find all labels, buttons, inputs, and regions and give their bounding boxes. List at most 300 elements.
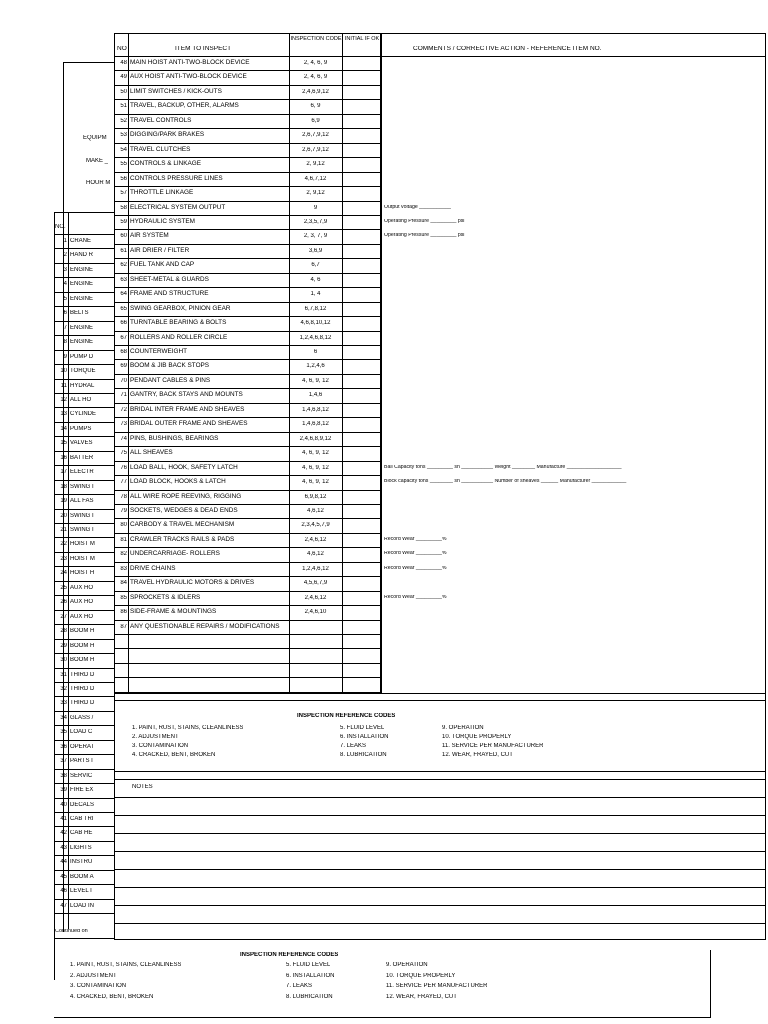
row-comment[interactable]: Operating Pressure _________ psi	[384, 233, 465, 239]
row-item: PENDANT CABLES & PINS	[130, 376, 211, 384]
row-code: 4,6,7,12	[304, 175, 327, 182]
initial-check-cell[interactable]	[343, 100, 380, 112]
row-item: AIR DRIER / FILTER	[130, 246, 190, 254]
row-no: 71	[120, 392, 127, 399]
reference-code-item: 2. ADJUSTMENT	[132, 734, 179, 740]
left-row-item: DECALS	[70, 801, 95, 808]
row-code: 4,5,6,7,9	[303, 580, 328, 587]
left-row-no: 39	[60, 787, 67, 794]
row-code: 2,4,6,10	[304, 609, 327, 616]
reference-code-item: 12. WEAR, FRAYED, CUT	[442, 752, 513, 758]
left-row-item: THIRD D	[70, 700, 95, 707]
row-no: 61	[120, 247, 127, 254]
header-comments: COMMENTS / CORRECTIVE ACTION - REFERENCE ITEM NO.	[413, 46, 602, 52]
row-code: 4, 6	[310, 276, 321, 283]
left-row-item: PUMP D	[70, 353, 94, 360]
initial-check-cell[interactable]	[343, 360, 380, 372]
initial-check-cell[interactable]	[343, 57, 380, 69]
left-row-no: 21	[60, 527, 67, 533]
row-code: 4, 6, 9, 12	[302, 464, 329, 471]
left-row-item: BATTER	[70, 454, 94, 461]
reference-code-item: 11. SERVICE PER MANUFACTURER	[442, 743, 544, 749]
row-code: 1,2,4,6,12	[302, 565, 329, 572]
row-item: BRIDAL OUTER FRAME AND SHEAVES	[130, 420, 248, 428]
row-item: MAIN HOIST ANTI-TWO-BLOCK DEVICE	[130, 59, 250, 66]
row-no: 77	[120, 479, 127, 486]
left-row-item: HOIST M	[70, 555, 95, 562]
reference-code-item: 10. TORQUE PROPERLY	[442, 734, 512, 740]
left-row-no: 2	[63, 252, 67, 259]
left-row-item: BOOM A	[70, 873, 94, 880]
left-row-no: 38	[60, 772, 67, 779]
left-row-no: 31	[60, 671, 67, 678]
initial-check-cell[interactable]	[343, 534, 380, 546]
left-row-item: THIRD D	[70, 671, 95, 678]
reference-code-item: 9. OPERATION	[386, 962, 428, 968]
left-row-item: TORQUE	[70, 368, 96, 375]
row-code: 6,9,8,12	[304, 493, 327, 500]
row-item: TRAVEL CLUTCHES	[130, 145, 191, 153]
row-item: DRIVE CHAINS	[130, 564, 176, 572]
left-row-no: 19	[60, 498, 67, 505]
row-comment[interactable]: Operating Pressure _________ psi	[384, 218, 465, 224]
left-row-no: 46	[60, 888, 67, 895]
header-code: INSPECTION CODE	[290, 36, 342, 42]
left-row-item: HOIST H	[70, 570, 95, 577]
left-row-item: GLASS /	[70, 714, 94, 721]
left-row-no: 18	[60, 483, 67, 490]
left-row-no: 43	[60, 844, 67, 851]
row-no: 67	[120, 334, 127, 341]
row-no: 80	[120, 522, 127, 529]
row-no: 59	[120, 218, 127, 225]
initial-check-cell[interactable]	[343, 346, 380, 358]
initial-check-cell[interactable]	[343, 187, 380, 199]
left-row-no: 4	[63, 281, 67, 288]
row-no: 84	[120, 580, 127, 587]
row-item: BRIDAL INTER FRAME AND SHEAVES	[130, 405, 245, 413]
row-code: 1, 4	[310, 291, 321, 298]
initial-check-cell[interactable]	[343, 230, 380, 242]
row-no: 53	[120, 132, 127, 139]
row-comment[interactable]: Output voltage ___________	[384, 204, 451, 210]
row-code: 2,4,6,12	[304, 536, 327, 543]
initial-check-cell[interactable]	[343, 71, 380, 83]
left-row-no: 30	[60, 657, 67, 664]
row-no: 83	[120, 565, 127, 572]
row-item: LOAD BALL, HOOK, SAFETY LATCH	[130, 463, 238, 471]
reference-code-item: 2. ADJUSTMENT	[70, 972, 117, 979]
reference-code-item: 3. CONTAMINATION	[70, 983, 127, 989]
reference-code-item: 12. WEAR, FRAYED, CUT	[386, 993, 457, 1000]
left-row-item: OPERAT	[70, 743, 95, 750]
row-no: 75	[120, 450, 127, 457]
row-no: 78	[120, 493, 127, 500]
initial-check-cell[interactable]	[343, 216, 380, 228]
initial-check-cell[interactable]	[343, 505, 380, 517]
left-row-no: 11	[60, 382, 67, 389]
row-code: 2, 9,12	[306, 190, 325, 197]
row-code: 3,6,9	[308, 247, 323, 254]
initial-check-cell[interactable]	[343, 158, 380, 170]
row-no: 52	[120, 117, 127, 124]
left-row-no: 37	[60, 758, 67, 765]
left-row-item: ALL HO	[70, 396, 92, 403]
row-item: ALL SHEAVES	[130, 449, 173, 457]
row-item: LIMIT SWITCHES / KICK-OUTS	[130, 87, 222, 95]
row-item: SOCKETS, WEDGES & DEAD ENDS	[130, 506, 238, 514]
bottom-codes-title: INSPECTION REFERENCE CODES	[240, 952, 339, 958]
left-row-no: 16	[60, 454, 67, 461]
notes-label: NOTES	[132, 784, 153, 790]
left-row-no: 8	[63, 339, 67, 346]
reference-code-item: 10. TORQUE PROPERLY	[386, 972, 456, 979]
row-item: SHEET-METAL & GUARDS	[130, 275, 209, 283]
left-row-no: 6	[63, 310, 67, 317]
row-code: 2,3,4,5,7,9	[301, 522, 330, 529]
initial-check-cell[interactable]	[343, 86, 380, 98]
reference-code-item: 5. FLUID LEVEL	[340, 725, 385, 731]
row-no: 68	[120, 349, 127, 355]
codes-title: INSPECTION REFERENCE CODES	[297, 713, 396, 719]
row-item: SWING GEARBOX, PINION GEAR	[130, 304, 231, 312]
initial-check-cell[interactable]	[343, 288, 380, 300]
left-row-item: CAB HE	[70, 830, 93, 837]
row-item: AUX HOIST ANTI-TWO-BLOCK DEVICE	[130, 73, 247, 81]
left-row-no: 42	[60, 830, 67, 837]
reference-code-item: 6. INSTALLATION	[286, 972, 335, 979]
left-row-item: HAND R	[70, 252, 94, 259]
left-row-item: ENGINE	[70, 295, 94, 302]
header-initial: INITIAL IF OK	[344, 36, 380, 42]
left-row-item: ENGINE	[70, 281, 94, 288]
row-code: 6	[313, 349, 318, 355]
row-item: DIGGING/PARK BRAKES	[130, 131, 205, 139]
initial-check-cell[interactable]	[343, 129, 380, 141]
left-row-item: BELTS	[70, 310, 89, 317]
left-row-item: AUX HO	[70, 599, 94, 606]
initial-check-cell[interactable]	[343, 447, 380, 459]
left-row-no: 12	[60, 396, 67, 403]
row-code: 2,4,6,12	[304, 594, 327, 601]
row-item: SIDE-FRAME & MOUNTINGS	[130, 608, 217, 616]
left-row-no: 27	[60, 613, 67, 620]
hour-meter-label: HOUR M	[86, 180, 111, 186]
left-row-item: FIRE EX	[70, 787, 94, 794]
left-row-no: 9	[63, 353, 67, 360]
row-item: TRAVEL CONTROLS	[130, 116, 192, 124]
row-no: 50	[120, 88, 127, 95]
left-row-no: 34	[60, 714, 67, 721]
row-code: 1,4,6,8,12	[302, 421, 329, 428]
initial-check-cell[interactable]	[343, 462, 380, 474]
reference-code-item: 1. PAINT, RUST, STAINS, CLEANLINESS	[132, 725, 244, 731]
row-item: ANY QUESTIONABLE REPAIRS / MODIFICATIONS	[130, 622, 280, 630]
left-row-no: 24	[60, 570, 67, 577]
left-row-item: INSTRU	[70, 859, 93, 866]
row-item: CARBODY & TRAVEL MECHANISM	[130, 521, 235, 529]
initial-check-cell[interactable]	[343, 418, 380, 430]
left-row-item: PUMPS	[70, 425, 92, 432]
left-row-item: AUX HO	[70, 613, 94, 620]
left-row-item: ELECTR	[70, 469, 94, 476]
left-row-no: 10	[60, 368, 67, 375]
initial-check-cell[interactable]	[343, 202, 380, 214]
left-row-no: 23	[60, 555, 67, 562]
row-code: 6, 9	[310, 103, 321, 110]
reference-code-item: 4. CRACKED, BENT, BROKEN	[70, 993, 154, 1000]
row-item: COUNTERWEIGHT	[130, 348, 188, 355]
row-comment[interactable]: Record Wear _________%	[384, 594, 447, 600]
row-no: 64	[120, 291, 127, 298]
left-row-item: SWING I	[70, 527, 94, 533]
initial-check-cell[interactable]	[343, 563, 380, 575]
reference-code-item: 6. INSTALLATION	[340, 734, 389, 740]
left-row-no: 44	[60, 859, 67, 866]
initial-check-cell[interactable]	[343, 274, 380, 286]
initial-check-cell[interactable]	[343, 317, 380, 329]
left-row-item: HOIST M	[70, 541, 95, 548]
row-no: 72	[120, 406, 127, 413]
row-item: CRAWLER TRACKS RAILS & PADS	[130, 535, 235, 543]
row-no: 81	[120, 536, 127, 543]
equipment-label: EQUIPM	[83, 135, 107, 141]
left-row-item: SWING I	[70, 512, 94, 519]
row-comment[interactable]: Ball Capacity tons _________ sn ___________ Weight ________ Manufacture ___________________	[384, 464, 622, 470]
row-code: 6,7,8,12	[304, 305, 327, 312]
left-row-item: SERVIC	[70, 772, 93, 779]
row-item: CONTROLS PRESSURE LINES	[130, 174, 223, 182]
header-divider	[114, 56, 766, 57]
row-item: PINS, BUSHINGS, BEARINGS	[130, 434, 219, 442]
row-no: 66	[120, 320, 127, 327]
reference-code-item: 1. PAINT, RUST, STAINS, CLEANLINESS	[70, 962, 182, 968]
continued-label: Continued on	[55, 929, 88, 934]
notes-box	[114, 779, 766, 940]
row-no: 62	[120, 262, 127, 269]
row-code: 2,4,6,9,12	[302, 88, 329, 95]
initial-check-cell[interactable]	[343, 519, 380, 531]
left-row-no: 40	[60, 801, 67, 808]
row-code: 4,6,12	[307, 507, 324, 514]
row-item: GANTRY, BACK STAYS AND MOUNTS	[130, 391, 243, 399]
left-no-header: NO.	[55, 224, 66, 230]
row-no: 51	[120, 103, 127, 110]
row-code: 2,6,7,9,12	[302, 146, 329, 153]
initial-check-cell[interactable]	[343, 404, 380, 416]
left-row-no: 32	[60, 685, 67, 692]
left-row-no: 45	[60, 873, 67, 880]
row-no: 87	[120, 623, 127, 630]
row-code: 6,7	[311, 262, 320, 269]
left-row-item: LOAD C	[70, 729, 93, 736]
reference-code-item: 7. LEAKS	[340, 743, 367, 749]
left-row-no: 28	[60, 628, 67, 635]
row-code: 1,2,4,6,8,12	[299, 334, 332, 341]
left-row-no: 22	[60, 541, 67, 548]
left-row-no: 36	[60, 743, 67, 750]
initial-check-cell[interactable]	[343, 389, 380, 401]
initial-check-cell[interactable]	[343, 577, 380, 589]
row-item: FUEL TANK AND CAP	[130, 261, 195, 269]
reference-code-item: 11. SERVICE PER MANUFACTURER	[386, 983, 488, 989]
row-no: 76	[120, 464, 127, 471]
row-item: ROLLERS AND ROLLER CIRCLE	[130, 333, 228, 341]
row-code: 9	[313, 204, 318, 211]
row-item: ELECTRICAL SYSTEM OUTPUT	[130, 203, 226, 211]
reference-code-item: 8. LUBRICATION	[286, 993, 333, 1000]
left-row-no: 13	[60, 411, 67, 418]
reference-code-item: 9. OPERATION	[442, 725, 484, 731]
row-code: 2, 4, 6, 9	[303, 60, 328, 66]
initial-check-cell[interactable]	[343, 245, 380, 257]
left-row-item: LIGHTS	[70, 844, 92, 851]
reference-code-item: 5. FLUID LEVEL	[286, 962, 331, 968]
row-code: 1,2,4,6	[306, 363, 325, 370]
left-row-no: 41	[60, 816, 67, 822]
left-row-no: 33	[60, 700, 67, 707]
initial-check-cell[interactable]	[343, 303, 380, 315]
row-no: 60	[120, 233, 127, 240]
row-item: FRAME AND STRUCTURE	[130, 290, 209, 298]
left-row-no: 29	[60, 642, 67, 649]
left-row-item: CYLINDE	[70, 411, 97, 418]
reference-code-item: 3. CONTAMINATION	[132, 743, 189, 749]
row-no: 73	[120, 421, 127, 428]
row-code: 2, 3, 7, 9	[303, 233, 328, 240]
left-row-no: 14	[60, 425, 67, 432]
row-code: 2, 9,12	[306, 161, 325, 168]
row-item: TRAVEL HYDRAULIC MOTORS & DRIVES	[130, 579, 255, 587]
left-row-item: BOOM H	[70, 628, 95, 635]
left-row-no: 17	[60, 469, 67, 476]
left-row-no: 35	[60, 729, 67, 736]
left-row-item: ENGINE	[70, 339, 94, 346]
initial-check-cell[interactable]	[343, 592, 380, 604]
initial-check-cell[interactable]	[343, 115, 380, 127]
row-code: 2,6,7,9,12	[302, 132, 329, 139]
row-item: LOAD BLOCK, HOOKS & LATCH	[130, 478, 226, 486]
left-row-no: 15	[60, 440, 67, 447]
row-code: 4,6,12	[307, 551, 324, 558]
row-comment[interactable]: Record Wear _________%	[384, 536, 447, 542]
left-row-no: 26	[60, 599, 67, 606]
row-code: 4,6,8,10,12	[300, 320, 331, 327]
initial-check-cell[interactable]	[343, 433, 380, 445]
row-no: 57	[120, 190, 127, 197]
row-code: 2,3,5,7,9	[303, 218, 328, 225]
left-row-item: PARTS I	[70, 758, 93, 765]
row-no: 86	[120, 609, 127, 616]
initial-check-cell[interactable]	[343, 476, 380, 488]
row-no: 70	[120, 377, 127, 384]
left-row-no: 5	[63, 295, 67, 302]
left-row-no: 1	[63, 238, 67, 244]
header-item: ITEM TO INSPECT	[175, 46, 232, 52]
reference-code-item: 7. LEAKS	[286, 983, 313, 989]
row-no: 63	[120, 276, 127, 283]
row-code: 6,9	[311, 117, 320, 124]
initial-check-cell[interactable]	[343, 621, 380, 633]
row-no: 69	[120, 363, 127, 370]
left-row-item: THIRD D	[70, 685, 95, 692]
row-item: THROTTLE LINKAGE	[130, 189, 194, 197]
row-no: 58	[120, 204, 127, 211]
left-row-item: HYDRAL	[70, 382, 95, 389]
row-no: 65	[120, 305, 127, 312]
initial-check-cell[interactable]	[343, 375, 380, 387]
row-item: TRAVEL, BACKUP, OTHER, ALARMS	[130, 102, 239, 110]
initial-check-cell[interactable]	[343, 332, 380, 344]
left-row-no: 3	[63, 266, 67, 273]
row-no: 74	[120, 435, 127, 442]
left-row-item: CRANE	[70, 238, 92, 244]
left-row-item: VALVES	[70, 440, 93, 447]
row-code: 4, 6, 9, 12	[302, 377, 329, 384]
initial-check-cell[interactable]	[343, 548, 380, 560]
initial-check-cell[interactable]	[343, 491, 380, 503]
row-item: CONTROLS & LINKAGE	[130, 160, 202, 168]
reference-code-item: 4. CRACKED, BENT, BROKEN	[132, 752, 216, 758]
initial-check-cell[interactable]	[343, 606, 380, 618]
left-row-item: ALL FAS	[70, 498, 94, 505]
left-row-item: BOOM H	[70, 642, 95, 649]
row-no: 49	[120, 74, 127, 81]
left-row-item: LEVEL I	[70, 888, 92, 895]
row-item: BOOM & JIB BACK STOPS	[130, 362, 210, 370]
row-no: 79	[120, 507, 127, 514]
row-no: 54	[120, 146, 127, 153]
row-code: 1,4,6,8,12	[302, 406, 329, 413]
row-comment[interactable]: Record Wear _________%	[384, 565, 447, 571]
left-row-item: LOAD IN	[70, 902, 95, 909]
left-row-item: AUX HO	[70, 584, 94, 591]
row-code: 2, 4, 6, 9	[303, 74, 328, 81]
row-item: AIR SYSTEM	[130, 232, 169, 240]
initial-check-cell[interactable]	[343, 173, 380, 185]
row-no: 82	[120, 551, 127, 558]
row-code: 2,4,6,8,9,12	[299, 435, 332, 442]
row-no: 55	[120, 161, 127, 168]
header-no: NO	[117, 46, 127, 52]
row-code: 1,4,6	[308, 392, 323, 399]
row-no: 85	[120, 594, 127, 601]
row-item: TURNTABLE BEARING & BOLTS	[130, 319, 227, 327]
row-item: HYDRAULIC SYSTEM	[130, 217, 195, 225]
row-item: UNDERCARRIAGE- ROLLERS	[130, 550, 220, 558]
row-comment[interactable]: Record Wear _________%	[384, 551, 447, 557]
left-row-item: BOOM H	[70, 657, 95, 664]
left-row-item: ENGINE	[70, 324, 94, 331]
row-item: ALL WIRE ROPE REEVING, RIGGING	[130, 492, 242, 500]
left-row-no: 7	[63, 324, 67, 331]
initial-check-cell[interactable]	[343, 144, 380, 156]
make-label: MAKE _	[86, 158, 109, 164]
reference-code-item: 8. LUBRICATION	[340, 752, 387, 758]
row-item: SPROCKETS & IDLERS	[130, 593, 201, 601]
left-row-no: 25	[60, 584, 67, 591]
left-row-no: 47	[60, 902, 67, 909]
row-comment[interactable]: Block capacity tons ________ sn ___________ Number of sheaves ______ Manufacturer ____________	[384, 479, 627, 485]
left-row-item: SWING I	[70, 483, 94, 490]
left-row-item: CAB TRI	[70, 816, 94, 822]
row-no: 56	[120, 175, 127, 182]
row-code: 4, 6, 9, 12	[302, 450, 329, 457]
initial-check-cell[interactable]	[343, 259, 380, 271]
codes-box	[114, 700, 766, 772]
left-row-item: ENGINE	[70, 266, 94, 273]
left-row-no: 20	[60, 512, 67, 519]
